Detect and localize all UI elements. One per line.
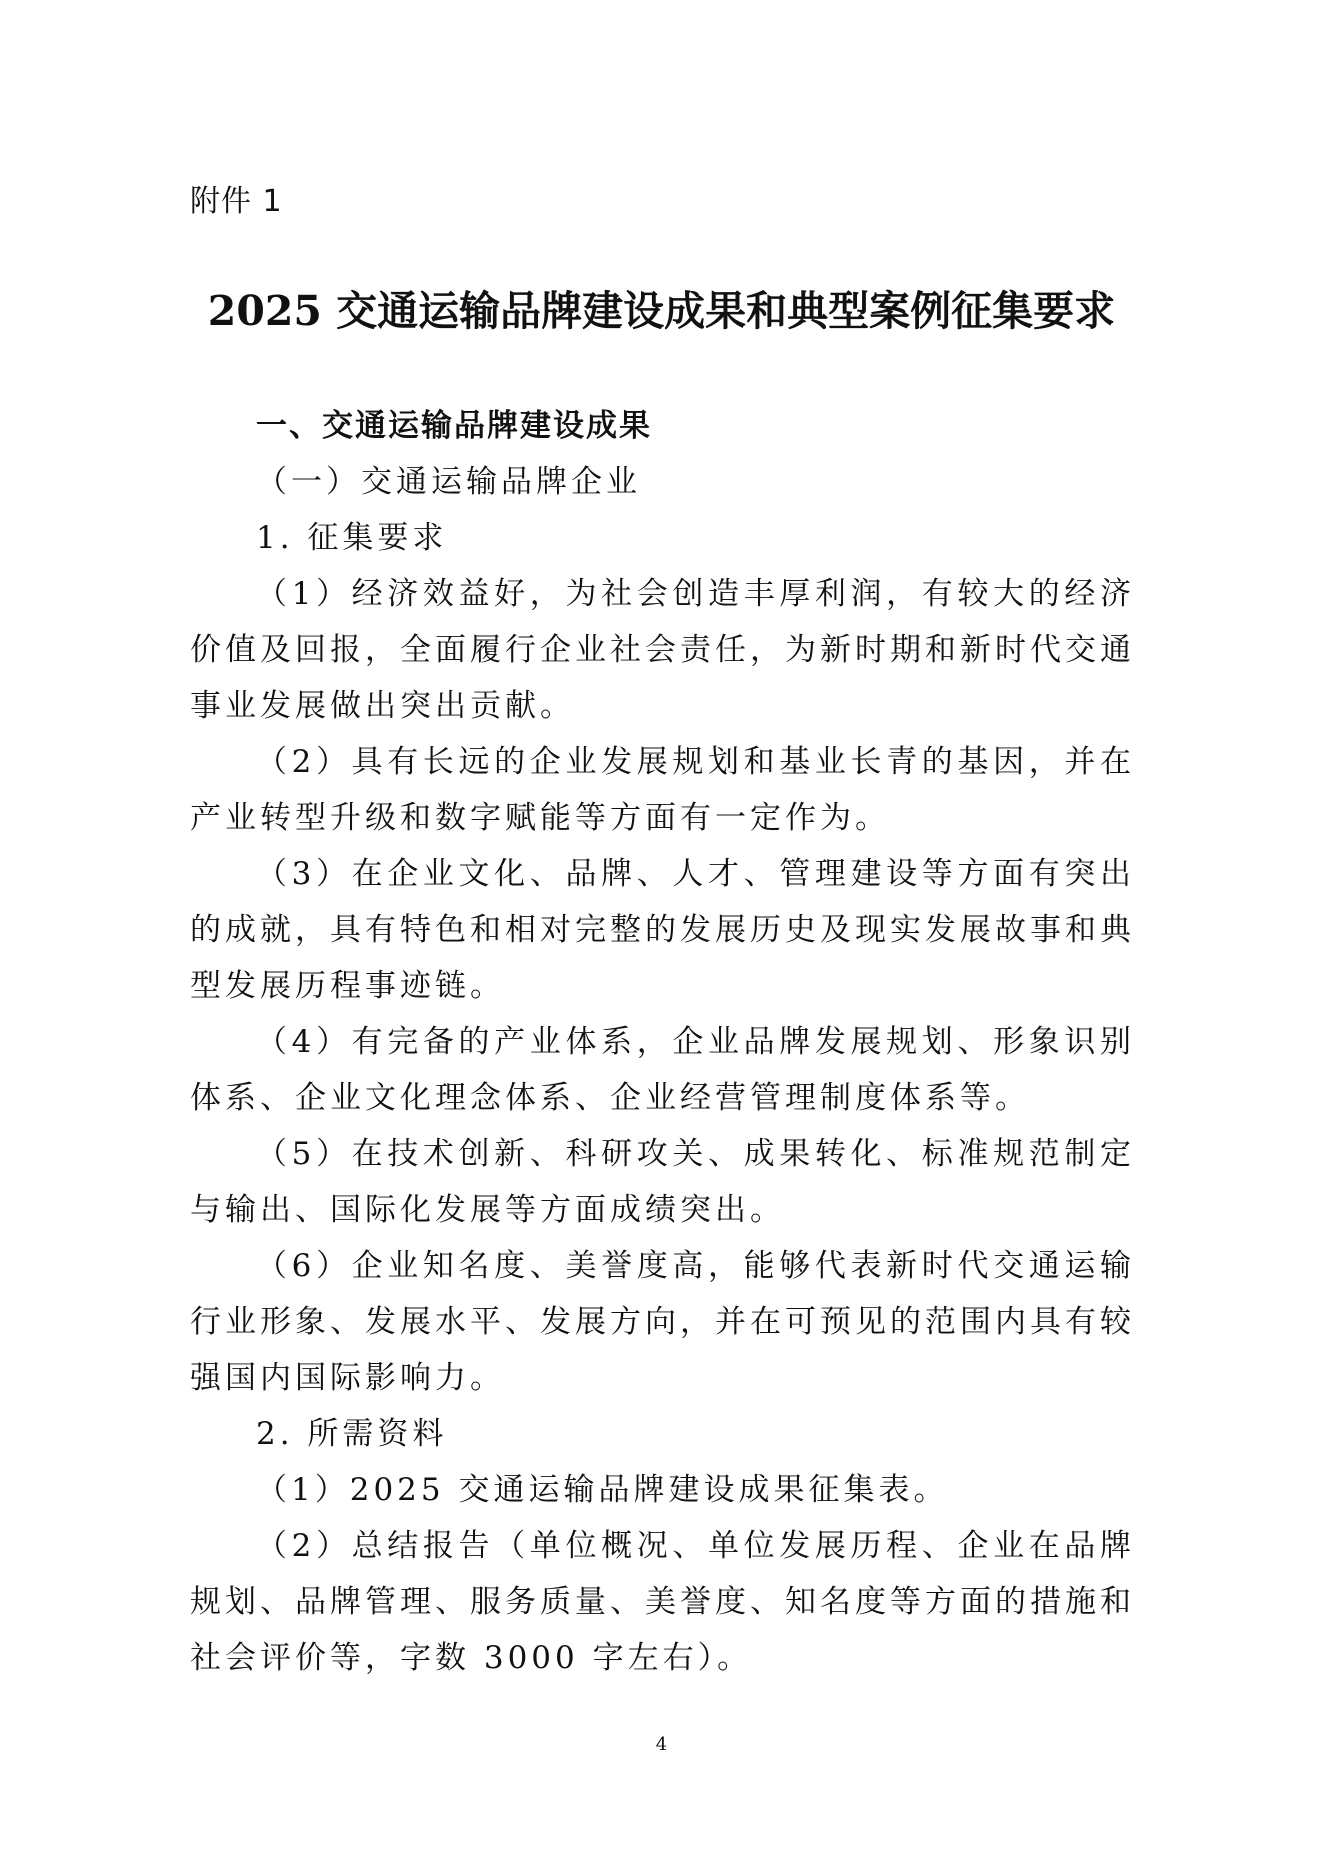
requirement-paragraph: （1）经济效益好，为社会创造丰厚利润，有较大的经济价值及回报，全面履行企业社会责任，为新时期和新时代交通事业发展做出突出贡献。 — [190, 576, 1135, 724]
document-title: 2025 交通运输品牌建设成果和典型案例征集要求 — [207, 287, 1116, 335]
requirement-paragraph: （6）企业知名度、美誉度高，能够代表新时代交通运输行业形象、发展水平、发展方向，并在可预见的范围内具有较强国内国际影响力。 — [190, 1248, 1135, 1396]
page-number: 4 — [655, 1734, 668, 1755]
requirement-paragraph: （2）具有长远的企业发展规划和基业长青的基因，并在产业转型升级和数字赋能等方面有一定作为。 — [190, 744, 1135, 836]
requirement-paragraph: （3）在企业文化、品牌、人才、管理建设等方面有突出的成就，具有特色和相对完整的发展历史及现实发展故事和典型发展历程事迹链。 — [190, 856, 1135, 1004]
material-paragraph: （1）2025 交通运输品牌建设成果征集表。 — [256, 1472, 949, 1508]
requirement-paragraph: （5）在技术创新、科研攻关、成果转化、标准规范制定与输出、国际化发展等方面成绩突出。 — [190, 1136, 1135, 1228]
subsection-heading: （一）交通运输品牌企业 — [256, 464, 641, 500]
item-heading: 2. 所需资料 — [256, 1416, 448, 1452]
material-paragraph: （2）总结报告（单位概况、单位发展历程、企业在品牌规划、品牌管理、服务质量、美誉度、知名度等方面的措施和社会评价等，字数 3000 字左右）。 — [190, 1528, 1135, 1676]
requirement-paragraph: （4）有完备的产业体系，企业品牌发展规划、形象识别体系、企业文化理念体系、企业经营管理制度体系等。 — [190, 1024, 1135, 1116]
document-body — [190, 398, 1135, 1686]
item-heading: 1. 征集要求 — [256, 520, 448, 556]
attachment-label: 附件 1 — [190, 184, 283, 219]
section-heading: 一、交通运输品牌建设成果 — [256, 408, 652, 444]
